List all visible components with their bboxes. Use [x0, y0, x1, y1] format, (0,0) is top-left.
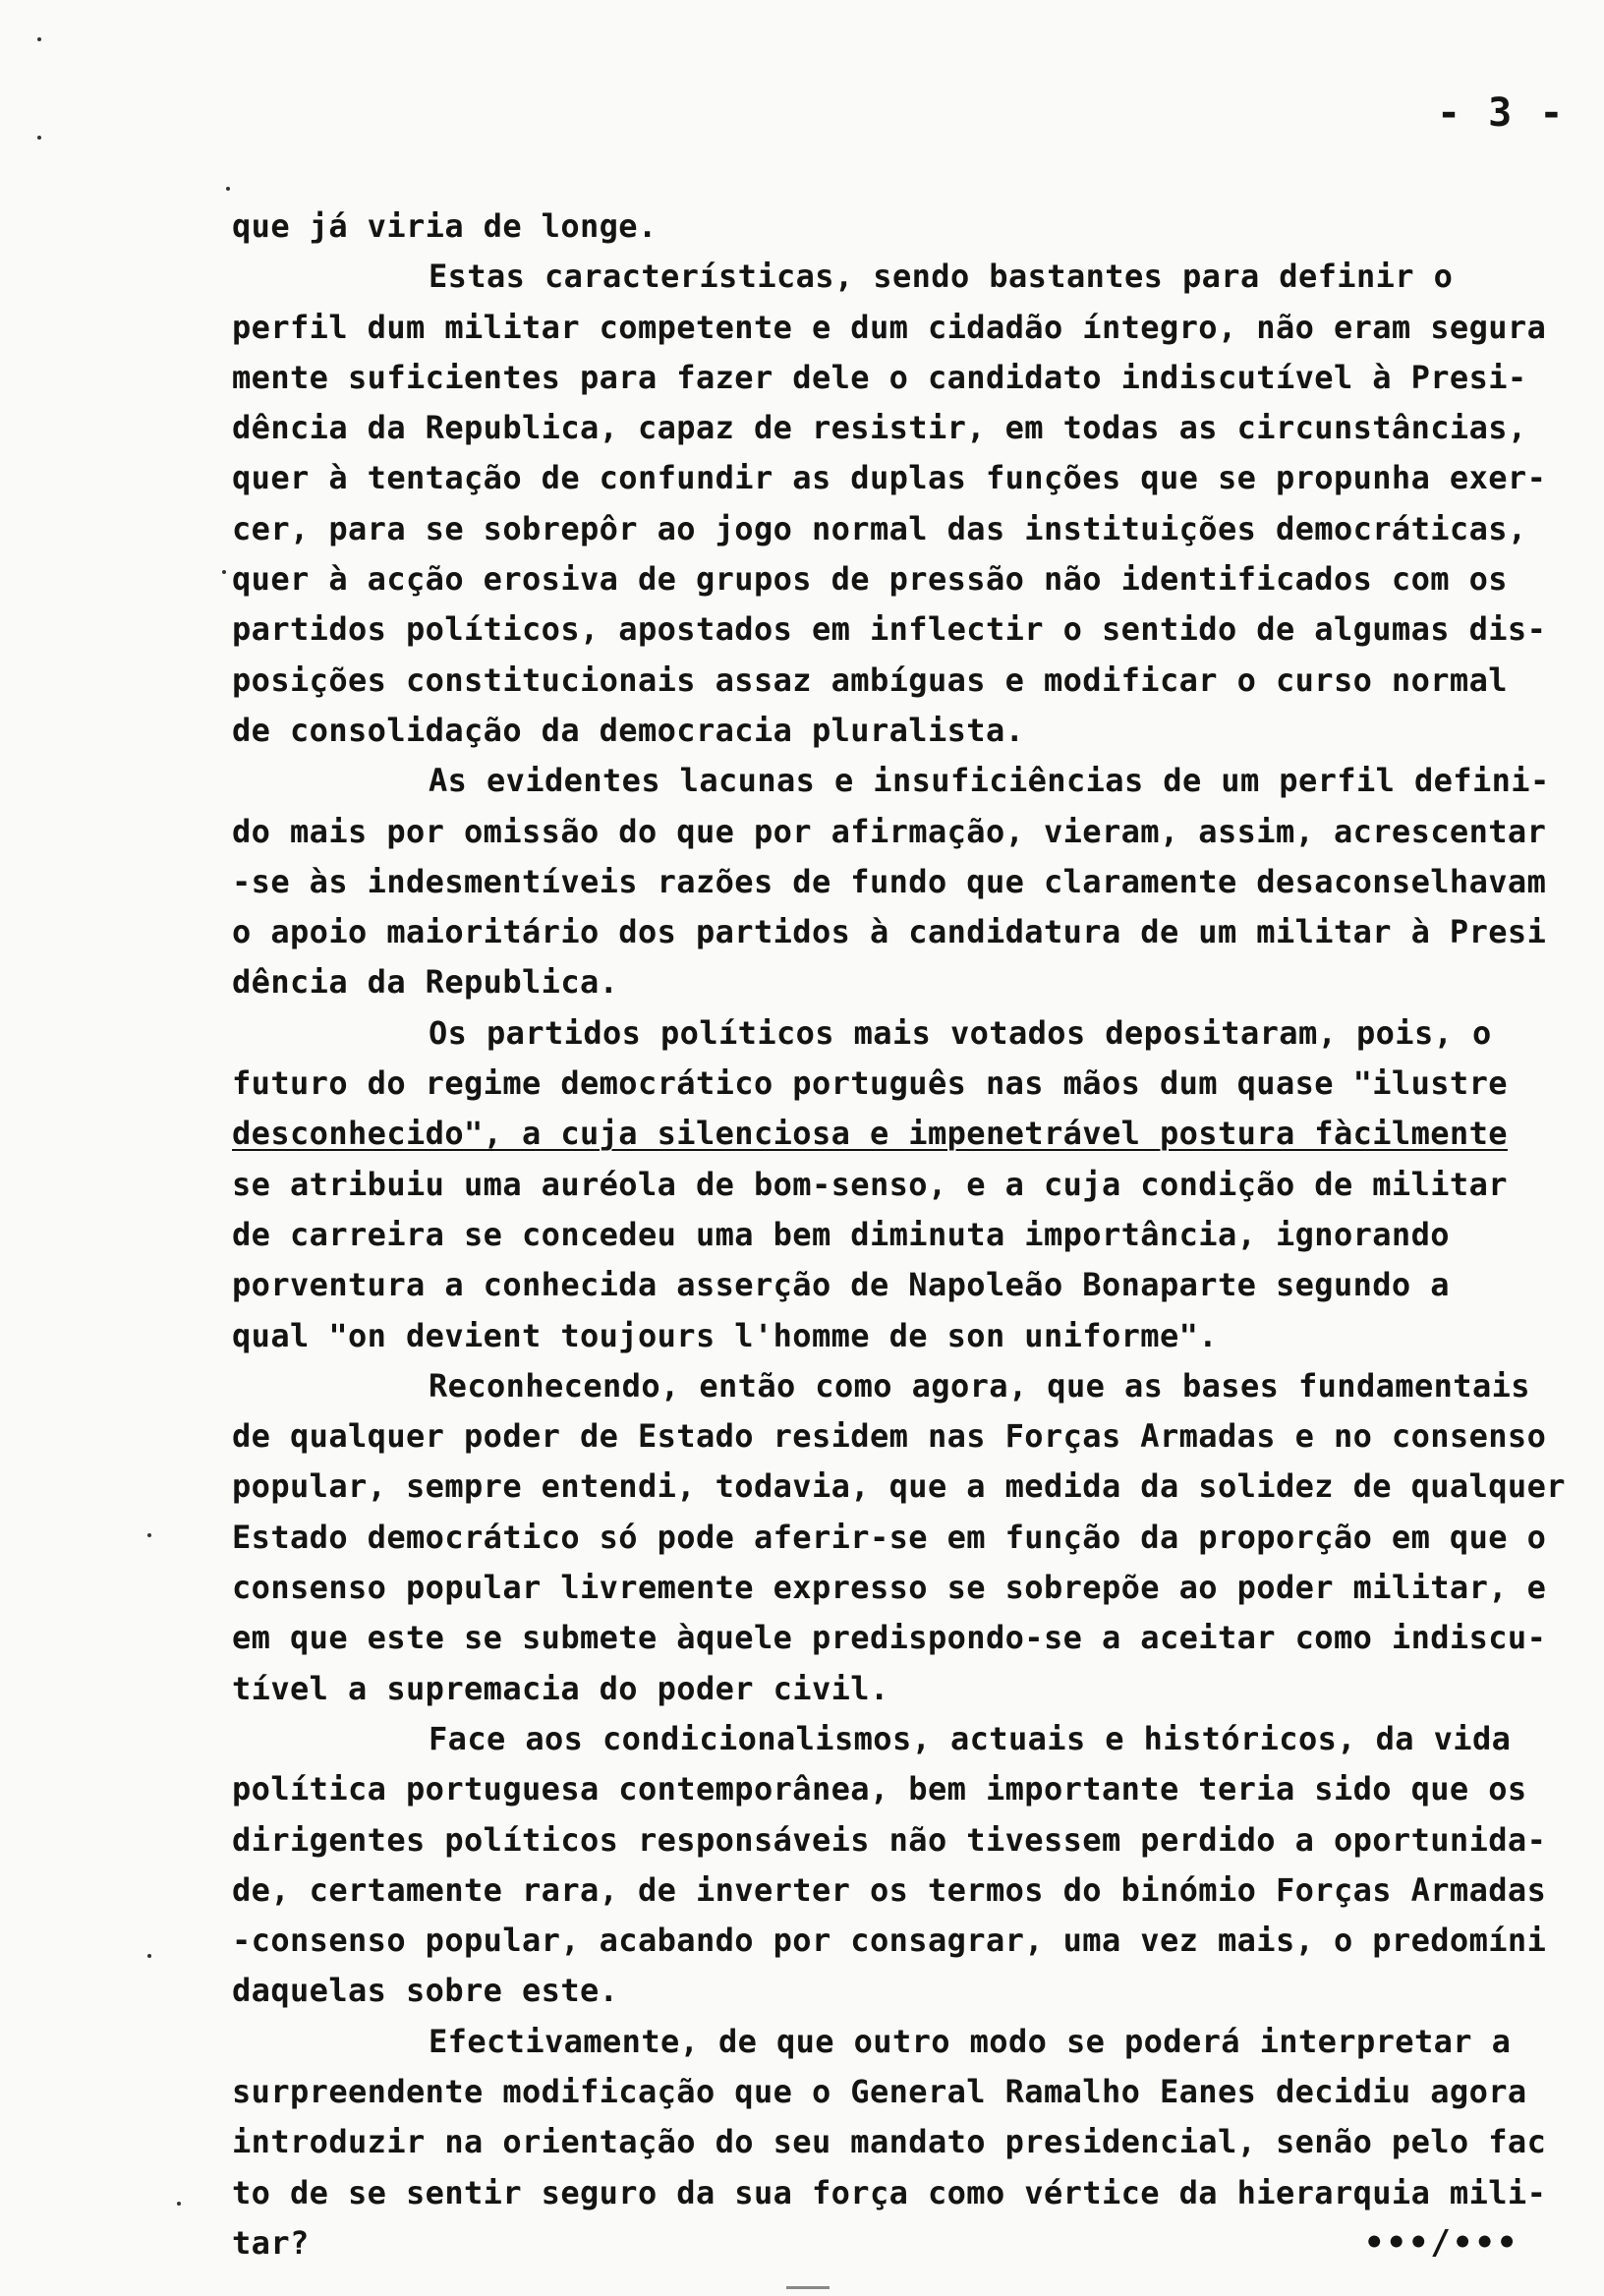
- text-line: quer à acção erosiva de grupos de pressão não identificados com os: [232, 560, 1508, 599]
- scan-speck: [177, 2202, 181, 2206]
- text-line: Efectivamente, de que outro modo se poderá interpretar a: [429, 2022, 1512, 2060]
- text-line: de qualquer poder de Estado residem nas Forças Armadas e no consenso: [232, 1417, 1547, 1456]
- text-line: -consenso popular, acabando por consagrar, uma vez mais, o predomíni: [232, 1922, 1547, 1960]
- text-line: política portuguesa contemporânea, bem importante teria sido que os: [232, 1770, 1527, 1808]
- text-line: de consolidação da democracia pluralista.: [232, 711, 1025, 749]
- scan-speck: [37, 136, 41, 140]
- text-line: do mais por omissão do que por afirmação, vieram, assim, acrescentar: [232, 812, 1547, 850]
- text-line: to de se sentir seguro da sua força como vértice da hierarquia mili-: [232, 2173, 1547, 2211]
- text-line: quer à tentação de confundir as duplas funções que se propunha exer-: [232, 459, 1547, 497]
- scan-speck: [37, 37, 41, 41]
- body-text: [232, 201, 1598, 2268]
- text-line: dirigentes políticos responsáveis não tivessem perdido a oportunida-: [232, 1820, 1547, 1859]
- text-line: dência da Republica, capaz de resistir, em todas as circunstâncias,: [232, 409, 1527, 447]
- text-line: tível a supremacia do poder civil.: [232, 1669, 889, 1707]
- text-line: daquelas sobre este.: [232, 1972, 619, 2010]
- text-line: -se às indesmentíveis razões de fundo que claramente desaconselhavam: [232, 862, 1547, 900]
- text-line: tar?: [232, 2223, 310, 2262]
- text-line: popular, sempre entendi, todavia, que a medida da solidez de qualquer: [232, 1467, 1566, 1506]
- continuation-marker: •••/•••: [1364, 2223, 1519, 2263]
- text-line: se atribuiu uma auréola de bom-senso, e a cuja condição de militar: [232, 1165, 1508, 1203]
- scan-speck: [222, 570, 226, 574]
- text-line: dência da Republica.: [232, 963, 619, 1002]
- text-line: Estas características, sendo bastantes para definir o: [429, 258, 1454, 296]
- scan-speck: [226, 187, 230, 191]
- scan-speck: [147, 1533, 151, 1537]
- text-line: em que este se submete àquele predispondo-se a aceitar como indiscu-: [232, 1619, 1547, 1657]
- text-line: Os partidos políticos mais votados depositaram, pois, o: [429, 1013, 1492, 1052]
- text-line: desconhecido", a cuja silenciosa e impenetrável postura fàcilmente: [232, 1115, 1508, 1153]
- text-line: partidos políticos, apostados em inflectir o sentido de algumas dis-: [232, 610, 1547, 649]
- text-line: surpreendente modificação que o General Ramalho Eanes decidiu agora: [232, 2072, 1527, 2110]
- text-line: de carreira se concedeu uma bem diminuta importância, ignorando: [232, 1215, 1450, 1253]
- scan-speck: [147, 1954, 151, 1958]
- text-line: posições constitucionais assaz ambíguas e modificar o curso normal: [232, 660, 1508, 699]
- text-line: Face aos condicionalismos, actuais e históricos, da vida: [429, 1719, 1512, 1757]
- text-line: de, certamente rara, de inverter os termos do binómio Forças Armadas: [232, 1870, 1547, 1909]
- text-line: que já viria de longe.: [232, 207, 658, 245]
- page-number: - 3 -: [1437, 90, 1566, 136]
- text-line: futuro do regime democrático português nas mãos dum quase "ilustre: [232, 1064, 1508, 1103]
- scan-edge-mark: [786, 2286, 830, 2289]
- text-line: o apoio maioritário dos partidos à candidatura de um militar à Presi: [232, 913, 1547, 951]
- text-line: mente suficientes para fazer dele o candidato indiscutível à Presi-: [232, 358, 1527, 396]
- text-line: As evidentes lacunas e insuficiências de um perfil defini-: [429, 762, 1550, 800]
- text-line: perfil dum militar competente e dum cidadão íntegro, não eram segura: [232, 308, 1547, 346]
- text-line: consenso popular livremente expresso se sobrepõe ao poder militar, e: [232, 1569, 1547, 1607]
- text-line: cer, para se sobrepôr ao jogo normal das instituições democráticas,: [232, 509, 1527, 547]
- text-line: Estado democrático só pode aferir-se em função da proporção em que o: [232, 1518, 1547, 1556]
- text-line: qual "on devient toujours l'homme de son uniforme".: [232, 1316, 1218, 1354]
- text-line: introduzir na orientação do seu mandato presidencial, senão pelo fac: [232, 2123, 1547, 2161]
- text-line: Reconhecendo, então como agora, que as bases fundamentais: [429, 1366, 1530, 1405]
- text-line: porventura a conhecida asserção de Napoleão Bonaparte segundo a: [232, 1266, 1450, 1304]
